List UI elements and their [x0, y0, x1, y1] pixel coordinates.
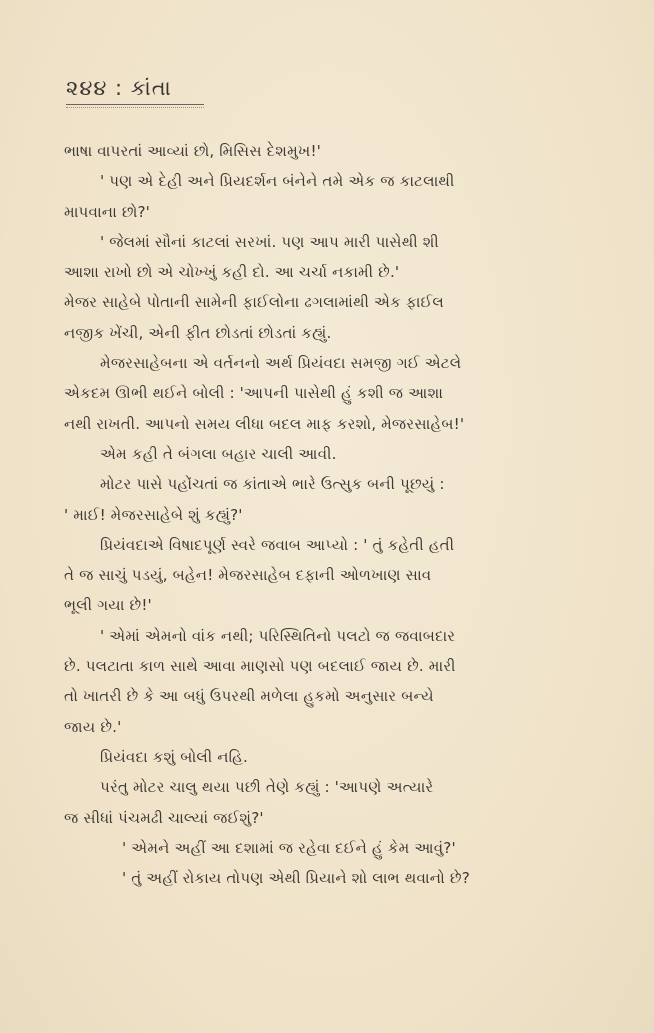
- text-line: પ્રિયંવદાએ વિષાદપૂર્ણ સ્વરે જવાબ આપ્યો : ' તું કહેતી હતી: [100, 535, 455, 554]
- text-line: ' એમને અહીં આ દશામાં જ રહેવા દઈને હું કેમ આવું?': [122, 838, 456, 857]
- text-line: જ સીધાં પંચમઢી ચાલ્યાં જઈશું?': [64, 808, 264, 827]
- text-line: ' પણ એ દેહી અને પ્રિયદર્શન બંનેને તમે એક જ કાટલાથી: [100, 172, 455, 191]
- running-head: ૨૪૪ : કાંતા: [66, 76, 172, 100]
- text-line: તો ખાતરી છે કે આ બધું ઉપરથી મળેલા હુકમો અનુસાર બન્યે: [64, 687, 434, 706]
- text-line: ' માઈ! મેજરસાહેબે શું કહ્યું?': [64, 505, 243, 524]
- text-line: પ્રિયંવદા કશું બોલી નહિ.: [100, 747, 248, 766]
- text-line: આશા રાખો છો એ ચોખ્ખું કહી દો. આ ચર્ચા નકામી છે.': [64, 263, 400, 282]
- text-line: ભૂલી ગયા છે!': [64, 596, 152, 615]
- text-line: ' તું અહીં રોકાય તોપણ એથી પ્રિયાને શો લાભ થવાનો છે?: [122, 869, 470, 888]
- text-line: ભાષા વાપરતાં આવ્યાં છો, મિસિસ દેશમુખ!': [64, 142, 321, 160]
- text-line: મેજર સાહેબે પોતાની સામેની ફાઈલોના ઢગલામાંથી એક ફાઈલ: [64, 293, 444, 312]
- text-line: તે જ સાચું પડયું, બહેન! મેજરસાહેબ દફાની ઓળખાણ સાવ: [64, 566, 432, 585]
- text-line: નજીક ખેંચી, એની ફીત છોડતાં છોડતાં કહ્યું.: [64, 323, 332, 342]
- header-rule: [66, 104, 204, 105]
- body-text: [64, 136, 600, 893]
- text-line: ' જેલમાં સૌનાં કાટલાં સરખાં. પણ આપ મારી પાસેથી શી: [100, 232, 439, 251]
- text-line: એમ કહી તે બંગલા બહાર ચાલી આવી.: [100, 444, 337, 463]
- text-line: પરંતુ મોટર ચાલુ થયા પછી તેણે કહ્યું : 'આપણે અત્યારે: [100, 778, 434, 797]
- text-line: માપવાના છો?': [64, 202, 150, 221]
- text-line: ' એમાં એમનો વાંક નથી; પરિસ્થિતિનો પલટો જ જવાબદાર: [100, 626, 456, 645]
- text-line: એકદમ ઊભી થઈને બોલી : 'આપની પાસેથી હું કશી જ આશા: [64, 384, 444, 403]
- text-line: જાય છે.': [64, 717, 122, 736]
- text-line: છે. પલટાતા કાળ સાથે આવા માણસો પણ બદલાઈ જાય છે. મારી: [64, 657, 456, 676]
- text-line: મેજરસાહેબના એ વર્તનનો અર્થ પ્રિયંવદા સમજી ગઈ એટલે: [100, 354, 462, 373]
- text-line: નથી રાખતી. આપનો સમય લીધા બદલ માફ કરશો, મેજરસાહેબ!': [64, 414, 465, 433]
- text-line: મોટર પાસે પહોંચતાં જ કાંતાએ ભારે ઉત્સુક બની પૂછયું :: [100, 475, 445, 494]
